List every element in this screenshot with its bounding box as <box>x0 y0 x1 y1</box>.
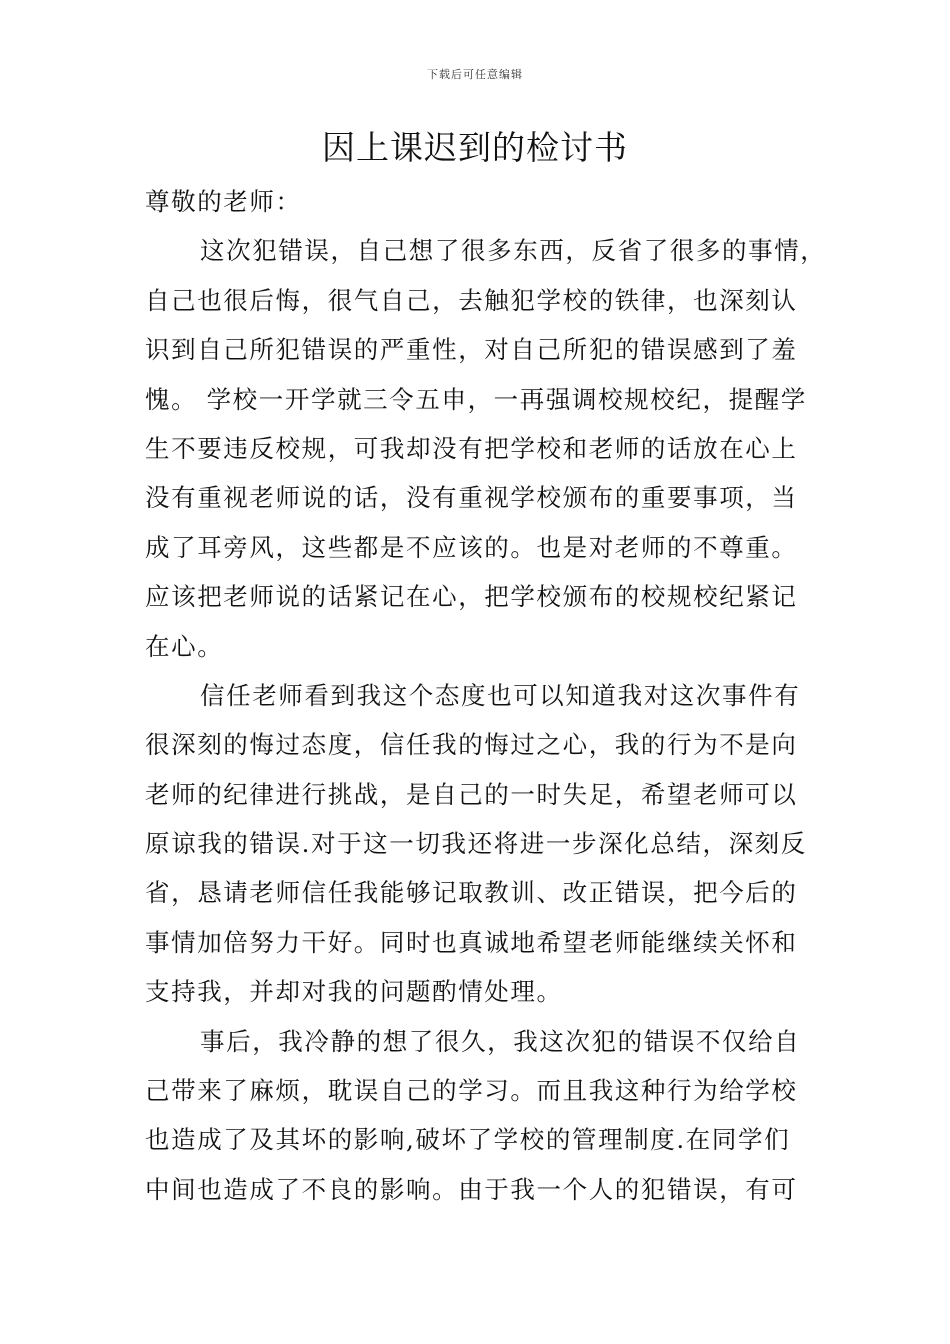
paragraph-line: 很深刻的悔过态度，信任我的悔过之心，我的行为不是向 <box>145 730 798 760</box>
paragraph-line: 支持我，并却对我的问题酌情处理。 <box>145 977 563 1007</box>
paragraph-line: 在心。 <box>145 631 224 661</box>
paragraph-line: 识到自己所犯错误的严重性，对自己所犯的错误感到了羞 <box>145 335 798 365</box>
paragraph-line: 原谅我的错误.对于这一切我还将进一步深化总结，深刻反 <box>145 829 807 859</box>
paragraph-line: 中间也造成了不良的影响。由于我一个人的犯错误，有可 <box>145 1174 798 1204</box>
paragraph-line: 生不要违反校规，可我却没有把学校和老师的话放在心上 <box>145 433 798 463</box>
paragraph-line: 事后，我冷静的想了很久，我这次犯的错误不仅给自 <box>200 1026 801 1056</box>
paragraph-line: 愧。 学校一开学就三令五申，一再强调校规校纪，提醒学 <box>145 384 807 414</box>
salutation: 尊敬的老师： <box>145 187 302 216</box>
paragraph-line: 己带来了麻烦，耽误自己的学习。而且我这种行为给学校 <box>145 1076 798 1106</box>
header-note: 下载后可任意编辑 <box>427 68 523 81</box>
paragraph-line: 也造成了及其坏的影响,破坏了学校的管理制度.在同学们 <box>145 1125 791 1155</box>
paragraph-1 <box>145 226 825 671</box>
paragraph-line: 信任老师看到我这个态度也可以知道我对这次事件有 <box>200 680 801 710</box>
paragraph-line: 老师的纪律进行挑战，是自己的一时失足，希望老师可以 <box>145 779 798 809</box>
paragraph-2 <box>145 671 825 1017</box>
paragraph-3 <box>145 1017 825 1215</box>
paragraph-line: 自己也很后悔，很气自己，去触犯学校的铁律，也深刻认 <box>145 285 798 315</box>
paragraph-line: 没有重视老师说的话，没有重视学校颁布的重要事项，当 <box>145 483 798 513</box>
document-body <box>145 177 825 1214</box>
paragraph-line: 成了耳旁风，这些都是不应该的。也是对老师的不尊重。 <box>145 532 798 562</box>
paragraph-line: 事情加倍努力干好。同时也真诚地希望老师能继续关怀和 <box>145 927 798 957</box>
paragraph-line: 省，恳请老师信任我能够记取教训、改正错误，把今后的 <box>145 878 798 908</box>
paragraph-line: 应该把老师说的话紧记在心，把学校颁布的校规校纪紧记 <box>145 582 798 612</box>
document-title: 因上课迟到的检讨书 <box>322 128 628 167</box>
paragraph-line: 这次犯错误，自己想了很多东西，反省了很多的事情， <box>200 236 827 266</box>
